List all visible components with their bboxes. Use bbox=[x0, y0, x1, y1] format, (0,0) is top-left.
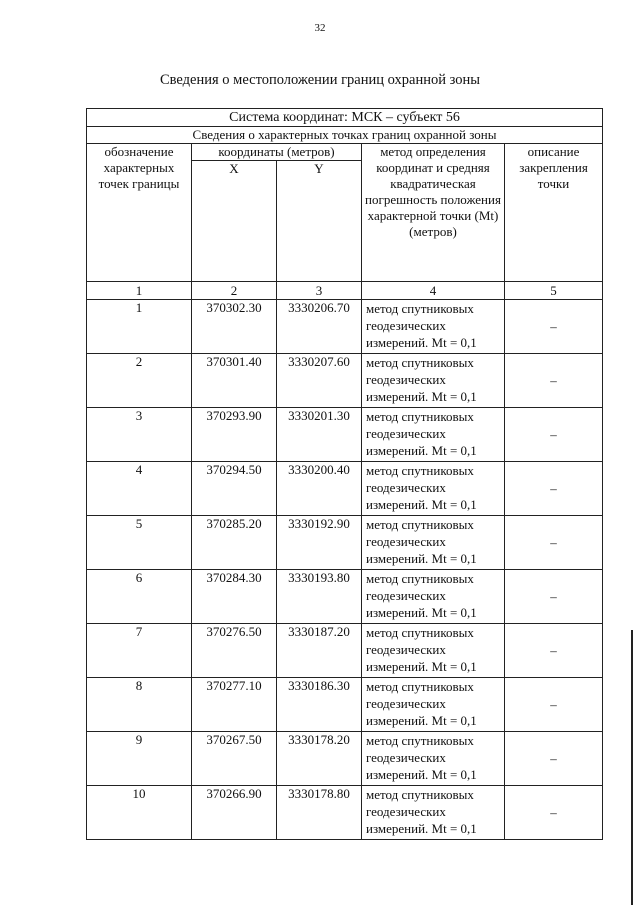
point-id-cell: 7 bbox=[87, 624, 192, 678]
point-id-cell: 10 bbox=[87, 786, 192, 840]
method-cell bbox=[362, 462, 505, 516]
header-y: Y bbox=[277, 161, 362, 282]
method-cell bbox=[362, 300, 505, 354]
coordinates-table bbox=[86, 108, 603, 840]
point-id-cell: 5 bbox=[87, 516, 192, 570]
y-coordinate-cell: 3330206.70 bbox=[277, 300, 362, 354]
method-line: геодезических bbox=[366, 588, 446, 603]
method-line: метод спутниковых bbox=[366, 301, 474, 316]
method-line: метод спутниковых bbox=[366, 787, 474, 802]
method-line: метод спутниковых bbox=[366, 733, 474, 748]
x-coordinate-cell: 370301.40 bbox=[192, 354, 277, 408]
x-coordinate-cell: 370277.10 bbox=[192, 678, 277, 732]
header-x: X bbox=[192, 161, 277, 282]
method-line: измерений. Mt = 0,1 bbox=[366, 551, 477, 566]
method-line: метод спутниковых bbox=[366, 409, 474, 424]
method-line: геодезических bbox=[366, 804, 446, 819]
method-line: геодезических bbox=[366, 372, 446, 387]
description-cell: – bbox=[505, 678, 603, 732]
method-cell bbox=[362, 786, 505, 840]
table-row bbox=[87, 462, 603, 516]
x-coordinate-cell: 370284.30 bbox=[192, 570, 277, 624]
header-coordinates: координаты (метров) bbox=[192, 144, 362, 161]
method-line: измерений. Mt = 0,1 bbox=[366, 821, 477, 836]
method-line: метод спутниковых bbox=[366, 355, 474, 370]
method-line: геодезических bbox=[366, 480, 446, 495]
x-coordinate-cell: 370293.90 bbox=[192, 408, 277, 462]
point-id-cell: 4 bbox=[87, 462, 192, 516]
method-cell bbox=[362, 570, 505, 624]
table-row bbox=[87, 732, 603, 786]
method-line: метод спутниковых bbox=[366, 517, 474, 532]
y-coordinate-cell: 3330207.60 bbox=[277, 354, 362, 408]
column-number: 5 bbox=[505, 282, 603, 300]
x-coordinate-cell: 370267.50 bbox=[192, 732, 277, 786]
header-description: описание закрепления точки bbox=[505, 144, 603, 282]
y-coordinate-cell: 3330200.40 bbox=[277, 462, 362, 516]
table-row bbox=[87, 786, 603, 840]
method-cell bbox=[362, 732, 505, 786]
method-cell bbox=[362, 354, 505, 408]
description-cell: – bbox=[505, 354, 603, 408]
point-id-cell: 1 bbox=[87, 300, 192, 354]
description-cell: – bbox=[505, 570, 603, 624]
method-line: измерений. Mt = 0,1 bbox=[366, 443, 477, 458]
method-line: метод спутниковых bbox=[366, 571, 474, 586]
method-line: измерений. Mt = 0,1 bbox=[366, 335, 477, 350]
column-number: 1 bbox=[87, 282, 192, 300]
description-cell: – bbox=[505, 408, 603, 462]
y-coordinate-cell: 3330201.30 bbox=[277, 408, 362, 462]
y-coordinate-cell: 3330192.90 bbox=[277, 516, 362, 570]
method-line: геодезических bbox=[366, 534, 446, 549]
method-line: метод спутниковых bbox=[366, 463, 474, 478]
x-coordinate-cell: 370285.20 bbox=[192, 516, 277, 570]
method-line: геодезических bbox=[366, 696, 446, 711]
x-coordinate-cell: 370294.50 bbox=[192, 462, 277, 516]
table-row bbox=[87, 678, 603, 732]
column-number: 3 bbox=[277, 282, 362, 300]
page-edge-line bbox=[631, 630, 633, 905]
method-line: измерений. Mt = 0,1 bbox=[366, 605, 477, 620]
header-point: обозначение характерных точек границы bbox=[87, 144, 192, 282]
method-line: геодезических bbox=[366, 426, 446, 441]
method-line: геодезических bbox=[366, 642, 446, 657]
description-cell: – bbox=[505, 516, 603, 570]
table-row bbox=[87, 354, 603, 408]
point-id-cell: 3 bbox=[87, 408, 192, 462]
table-row bbox=[87, 516, 603, 570]
method-line: метод спутниковых bbox=[366, 625, 474, 640]
column-number: 2 bbox=[192, 282, 277, 300]
point-id-cell: 9 bbox=[87, 732, 192, 786]
method-line: измерений. Mt = 0,1 bbox=[366, 389, 477, 404]
method-cell bbox=[362, 624, 505, 678]
document-title: Сведения о местоположении границ охранной зоны bbox=[159, 72, 480, 88]
x-coordinate-cell: 370266.90 bbox=[192, 786, 277, 840]
method-line: измерений. Mt = 0,1 bbox=[366, 497, 477, 512]
table-row bbox=[87, 300, 603, 354]
y-coordinate-cell: 3330187.20 bbox=[277, 624, 362, 678]
description-cell: – bbox=[505, 300, 603, 354]
point-id-cell: 8 bbox=[87, 678, 192, 732]
method-cell bbox=[362, 408, 505, 462]
description-cell: – bbox=[505, 732, 603, 786]
description-cell: – bbox=[505, 624, 603, 678]
x-coordinate-cell: 370276.50 bbox=[192, 624, 277, 678]
section-title-cell: Сведения о характерных точках границ охранной зоны bbox=[87, 127, 603, 144]
method-line: измерений. Mt = 0,1 bbox=[366, 713, 477, 728]
table-row bbox=[87, 408, 603, 462]
method-line: геодезических bbox=[366, 750, 446, 765]
column-number: 4 bbox=[362, 282, 505, 300]
method-line: метод спутниковых bbox=[366, 679, 474, 694]
method-line: геодезических bbox=[366, 318, 446, 333]
y-coordinate-cell: 3330186.30 bbox=[277, 678, 362, 732]
y-coordinate-cell: 3330178.20 bbox=[277, 732, 362, 786]
x-coordinate-cell: 370302.30 bbox=[192, 300, 277, 354]
coordinate-system-cell: Система координат: МСК – субъект 56 bbox=[87, 109, 603, 127]
description-cell: – bbox=[505, 462, 603, 516]
method-cell bbox=[362, 678, 505, 732]
method-line: измерений. Mt = 0,1 bbox=[366, 659, 477, 674]
description-cell: – bbox=[505, 786, 603, 840]
y-coordinate-cell: 3330193.80 bbox=[277, 570, 362, 624]
table-row bbox=[87, 624, 603, 678]
header-method: метод определения координат и средняя квадратическая погрешность положения характерной точки (Mt) (метров) bbox=[362, 144, 505, 282]
table-row bbox=[87, 570, 603, 624]
y-coordinate-cell: 3330178.80 bbox=[277, 786, 362, 840]
method-cell bbox=[362, 516, 505, 570]
point-id-cell: 2 bbox=[87, 354, 192, 408]
page-number: 32 bbox=[314, 22, 326, 34]
point-id-cell: 6 bbox=[87, 570, 192, 624]
method-line: измерений. Mt = 0,1 bbox=[366, 767, 477, 782]
